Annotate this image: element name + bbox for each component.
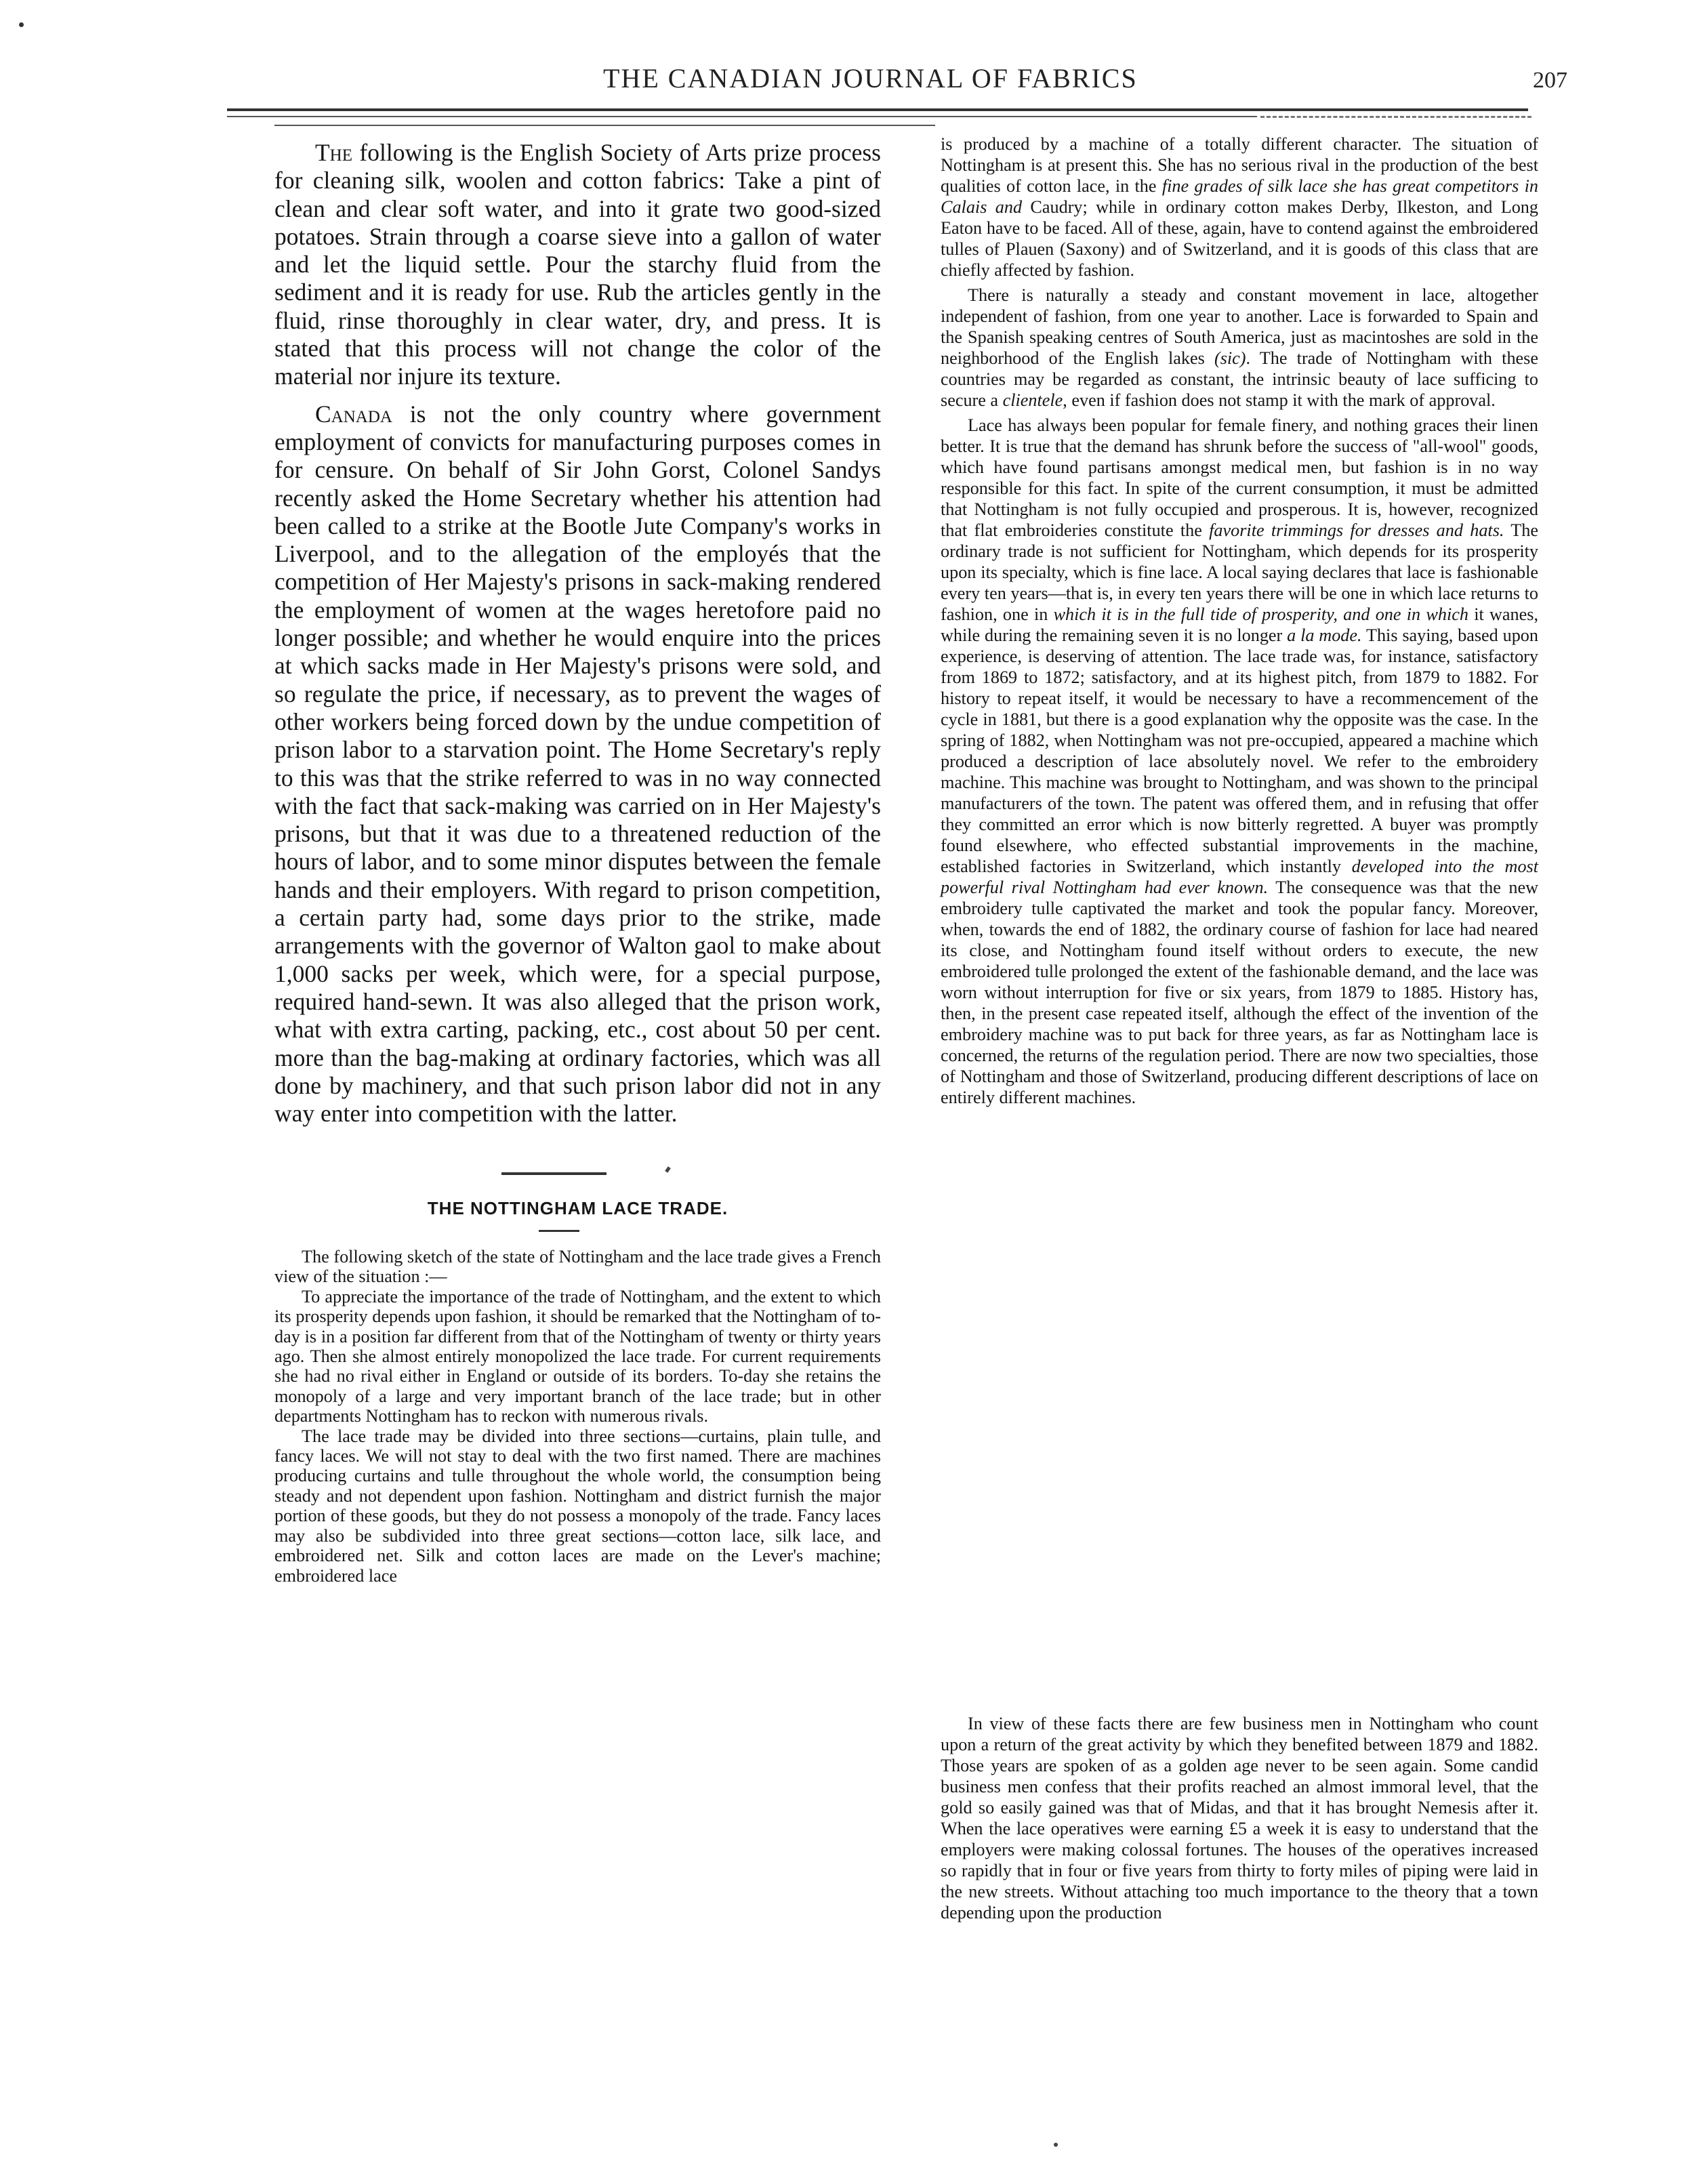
italic-run: developed into the most powerful rival Nottingham had ever known. [941,857,1538,897]
article-paragraph: To appreciate the importance of the trade of Nottingham, and the extent to which its prosperity depends upon fashion, it should be remarked that the Nottingham of to-day is in a position far different from that of the Nottingham of twenty or thirty years ago. Then she almost entirely monopolized the lace trade. For current requirements she had no rival either in England or outside of its borders. To-day she retains the monopoly of a large and very important branch of the lace trade; but in other departments Nottingham has to reckon with numerous rivals. [274,1286,881,1426]
margin-speck [19,22,24,27]
header-rule [227,108,1528,111]
text-run: The ordinary trade is not sufficient for Nottingham, which depends for its prosperity upon its specialty, which is fine lace. A local saying declares that lace is fashionable every ten years—that is, in every ten years there will be one in which lace returns to fashion, one in [941,520,1538,624]
paragraph-text: is not the only country where government employment of convicts for manufacturing purposes comes in for censure. On behalf of Sir John Gorst, Colonel Sandys recently asked the Home Secretary whether his attention had been called to a strike at the Bootle Jute Company's works in Liverpool, and to the allegation of the employés that the competition of Her Majesty's prisons in sack-making rendered the employment of women at the wages heretofore paid no longer possible; and whether he would enquire into the prices at which sacks made in Her Majesty's prisons were sold, and so regulate the price, if necessary, as to prevent the wages of other workers being forced down by the undue competition of prison labor to a starvation point. The Home Secretary's reply to this was that the strike referred to was in no way connected with the fact that sack-making was carried on in Her Majesty's prisons, but that it was due to a threatened reduction of the hours of labor, and to some minor disputes between the female hands and their employers. With regard to prison competition, a certain party had, some days prior to the strike, made arrangements with the governor of Walton gaol to make about 1,000 sacks per week, which were, for a special purpose, required hand-sewn. It was also alleged that the prison work, what with extra carting, packing, etc., cost about 50 per cent. more than the bag-making at ordinary factories, which was all done by machinery, and that such prison labor did not in any way enter into competition with the latter. [274,400,881,1128]
text-run: Caudry; while in ordinary cotton makes Derby, Ilkeston, and Long Eaton have to be faced. All of these, again, have to contend against the embroidered tulles of Plauen (Saxony) and of Switzerland, and it is goods of this class that are chiefly affected by fashion. [941,197,1538,280]
italic-run: favorite trimmings for dresses and hats. [1209,520,1504,540]
italic-run: clientele [1002,390,1063,410]
italic-run: (sic) [1214,348,1246,368]
text-run: Lace has always been popular for female finery, and nothing graces their linen better. It is true that the demand has shrunk before the success of "all-wool" goods, which have found partisans amongst medical men, but fashion is in no way responsible for this fact. In spite of the current consumption, it must be admitted that Nottingham is not fully occupied and prosperous. It is, however, recognized that flat embroideries constitute the [941,415,1538,540]
text-run: , even if fashion does not stamp it with the mark of approval. [1063,390,1496,410]
text-run: is produced by a machine of a totally different character. The situation of Nottingham is at present this. She has no serious rival in the production of the best qualities of cotton lace, in the [941,134,1538,196]
page-number: 207 [1533,68,1567,93]
lead-word: Canada [315,400,392,428]
article-paragraph: In view of these facts there are few business men in Nottingham who count upon a return of the great activity by which they benefited between 1879 and 1882. Those years are spoken of as a golden age never to be seen again. Some candid business men confess that their profits reached an almost immoral level, that the gold so easily gained was that of Midas, and that it has brought Nemesis after it. When the lace operatives were earning £5 a week it is easy to understand that the employers were making colossal fortunes. The houses of the operatives increased so rapidly that in four or five years from thirty to forty miles of piping were laid in the new streets. Without attaching too much importance to the theory that a town depending upon the production [941,1714,1538,1922]
text-run: The consequence was that the new embroidery tulle captivated the market and took the popular fancy. Moreover, when, towards the end of 1882, the ordinary course of fashion for lace had neared its close, and Nottingham found itself without orders to execute, the new embroidered tulle prolonged the extent of the fashionable demand, and the lace was worn without interruption for five or six years, from 1879 to 1885. History has, then, in the present case repeated itself, although the effect of the invention of the embroidery machine was to put back for three years, as far as Nottingham lace is concerned, the returns of the regulation period. There are now two specialties, those of Nottingham and those of Switzerland, producing different descriptions of lace on entirely different machines. [941,878,1538,1107]
text-run: There is naturally a steady and constant movement in lace, altogether independent of fashion, from one year to another. Lace is forwarded to Spain and the Spanish speaking centres of South America, just as macintoshes are sold in the neighborhood of the English lakes [941,285,1538,368]
article-paragraph: The lace trade may be divided into three sections—curtains, plain tulle, and fancy laces. We will not stay to deal with the two first named. There are machines producing curtains and tulle throughout the whole world, the consumption being steady and not dependent upon fashion. Nottingham and district furnish the major portion of these goods, but they do not possess a monopoly of the trade. Fancy laces may also be subdivided into three great sections—cotton lace, silk lace, and embroidered net. Silk and cotton laces are made on the Lever's machine; embroidered lace [274,1426,881,1586]
column-head-rule [274,125,935,126]
italic-run: a la mode. [1287,625,1362,645]
article-paragraph [941,133,1538,281]
paragraph-prison-labor [274,400,881,1128]
paragraph-text: following is the English Society of Arts prize process for cleaning silk, woolen and cotton fabrics: Take a pint of clean and clear soft water, and into it grate two good-sized potatoes. Strain through a coarse sieve into a gallon of water and let the liquid settle. Pour the starchy fluid from the sediment and it is ready for use. Rub the articles gently in the fluid, rinse thoroughly in clear water, dry, and press. It is stated that this process will not change the color of the material nor injure its texture. [274,139,881,390]
article-paragraph: The following sketch of the state of Nottingham and the lace trade gives a French view of the situation :— [274,1247,881,1287]
article-right-column [941,133,1538,1108]
editorial-column [274,139,881,1128]
text-run: . The trade of Nottingham with these countries may be regarded as constant, the intrinsic beauty of lace sufficing to secure a [941,348,1538,410]
header-rule-dashed [1260,116,1531,118]
section-break-rule [501,1172,606,1175]
article-title: THE NOTTINGHAM LACE TRADE. [427,1198,728,1218]
article-paragraph [941,415,1538,1108]
text-run: This saying, based upon experience, is deserving of attention. The lace trade was, for instance, satisfactory from 1869 to 1872; satisfactory, and at its highest pitch, from 1879 to 1882. For history to repeat itself, it would be necessary to have a recommencement of the cycle in 1881, but there is a good explanation why the opposite was the case. In the spring of 1882, when Nottingham was not pre-occupied, appeared a machine which produced a description of lace absolutely novel. We refer to the embroidery machine. This machine was brought to Nottingham, and was shown to the principal manufacturers of the town. The patent was offered them, and in refusing that offer they committed an error which is now bitterly regretted. A buyer was promptly found elsewhere, who effected substantial improvements in the machine, established factories in Switzerland, which instantly [941,625,1538,876]
header-rule-thin [227,116,1257,117]
italic-run: fine grades of silk lace she has great competitors in Calais and [941,176,1538,217]
article-left-column [274,1247,881,1586]
article-paragraph [941,285,1538,411]
italic-run: which it is in the full tide of prosperity, and one in which [1053,604,1468,624]
article-right-column-lower [941,1713,1538,1923]
paragraph-cleaning-process [274,139,881,391]
margin-speck [1054,2143,1058,2147]
lead-word: The [315,139,353,166]
section-break-mark [665,1166,671,1172]
title-rule [539,1230,579,1232]
running-head: THE CANADIAN JOURNAL OF FABRICS [603,63,1138,94]
text-run: it wanes, while during the remaining seven it is no longer [941,604,1539,645]
